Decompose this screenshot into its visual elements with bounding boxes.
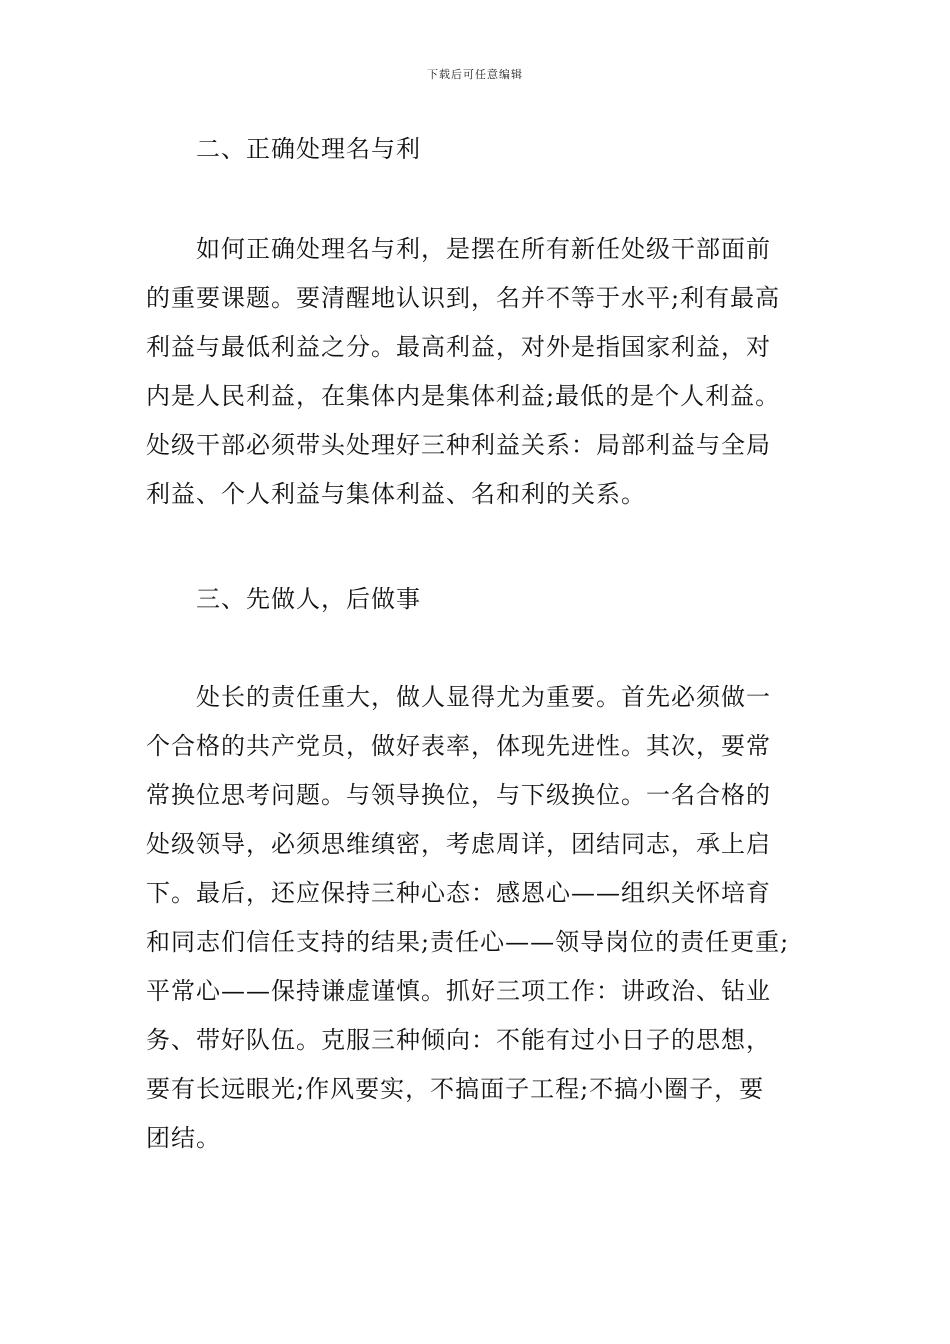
paragraph-line: 处级干部必须带头处理好三种利益关系：局部利益与全局	[146, 431, 771, 459]
paragraph-3	[146, 673, 826, 1163]
section-heading-3: 三、先做人，后做事	[196, 585, 421, 613]
paragraph-line: 要有长远眼光;作风要实，不搞面子工程;不搞小圈子，要	[146, 1075, 765, 1103]
paragraph-line: 的重要课题。要清醒地认识到，名并不等于水平;利有最高	[146, 284, 781, 312]
paragraph-line: 和同志们信任支持的结果;责任心——领导岗位的责任更重;	[146, 928, 790, 956]
paragraph-line: 常换位思考问题。与领导换位，与下级换位。一名合格的	[146, 781, 771, 809]
paragraph-line: 个合格的共产党员，做好表率，体现先进性。其次，要常	[146, 732, 771, 760]
paragraph-line: 处长的责任重大，做人显得尤为重要。首先必须做一	[196, 683, 771, 711]
paragraph-line: 利益、个人利益与集体利益、名和利的关系。	[146, 480, 646, 508]
header-note: 下载后可任意编辑	[427, 68, 523, 81]
paragraph-line: 如何正确处理名与利，是摆在所有新任处级干部面前	[196, 235, 771, 263]
paragraph-line: 务、带好队伍。克服三种倾向：不能有过小日子的思想，	[146, 1026, 771, 1054]
paragraph-line: 处级领导，必须思维缜密，考虑周详，团结同志，承上启	[146, 830, 771, 858]
section-heading-2: 二、正确处理名与利	[196, 135, 421, 163]
paragraph-line: 内是人民利益，在集体内是集体利益;最低的是个人利益。	[146, 382, 781, 410]
paragraph-line: 团结。	[146, 1124, 221, 1152]
paragraph-line: 利益与最低利益之分。最高利益，对外是指国家利益，对	[146, 333, 771, 361]
paragraph-line: 下。最后，还应保持三种心态：感恩心——组织关怀培育	[146, 879, 771, 907]
paragraph-line: 平常心——保持谦虚谨慎。抓好三项工作：讲政治、钻业	[146, 977, 771, 1005]
paragraph-2	[146, 225, 826, 519]
